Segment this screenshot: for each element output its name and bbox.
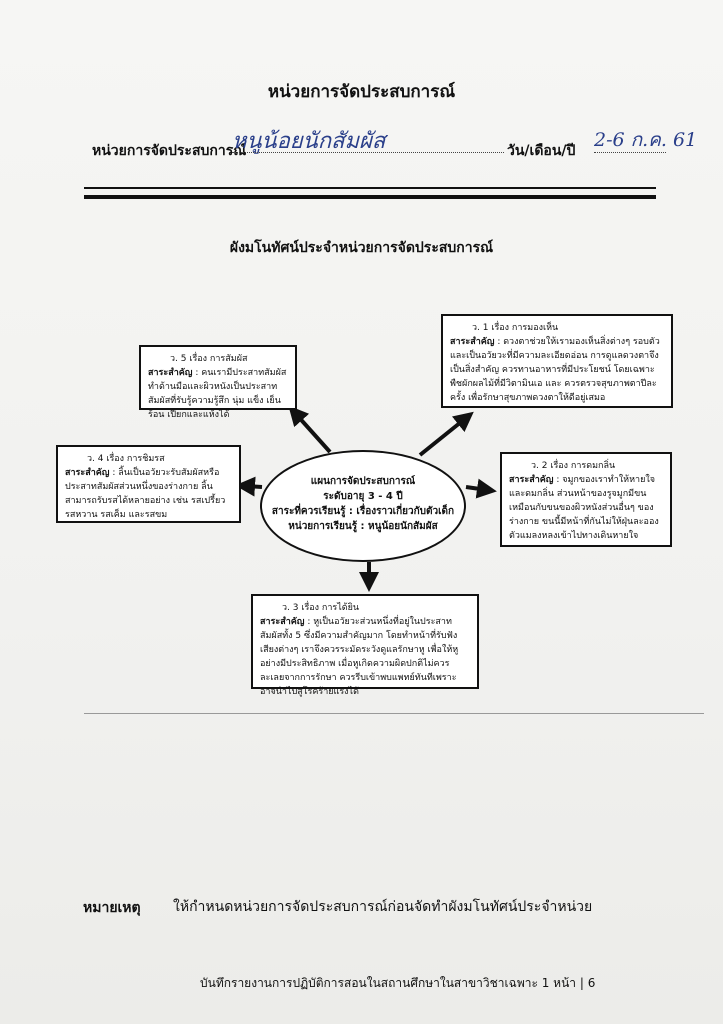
center-age-level: ระดับอายุ 3 - 4 ปี (323, 491, 403, 502)
topic-3-heading: ว. 3 เรื่อง การได้ยิน (282, 603, 360, 613)
topic-5-heading: ว. 5 เรื่อง การสัมผัส (170, 354, 248, 364)
topic-2-label: สาระสำคัญ (509, 475, 554, 485)
topic-4-label: สาระสำคัญ (65, 468, 110, 478)
topic-box-3 (251, 594, 479, 697)
note-text: ให้กำหนดหน่วยการจัดประสบการณ์ก่อนจัดทำผังมโนทัศน์ประจำหน่วย (173, 899, 593, 915)
arrow-to-topic-5 (295, 413, 330, 452)
topic-1-label: สาระสำคัญ (450, 337, 495, 347)
topic-4-text: : ลิ้นเป็นอวัยวะรับสัมผัสหรือประสาทสัมผัสส่วนหนึ่งของร่างกาย ลิ้นสามารถรับรสได้หลายอย่าง เช่น รสเปรี้ยว รสหวาน รสเค็ม และรสขม (65, 468, 226, 520)
unit-name-handwritten: หนูน้อยนักสัมผัส (232, 129, 386, 154)
topic-box-4 (56, 445, 241, 523)
concept-map-title: ผังมโนทัศน์ประจำหน่วยการจัดประสบการณ์ (229, 240, 494, 256)
arrow-to-topic-2 (466, 487, 487, 490)
section-divider (84, 713, 704, 714)
topic-4-heading: ว. 4 เรื่อง การชิมรส (87, 454, 165, 464)
arrow-to-topic-1 (420, 418, 466, 455)
topic-5-label: สาระสำคัญ (148, 368, 193, 378)
unit-label: หน่วยการจัดประสบการณ์ (92, 143, 247, 159)
center-plan-title: แผนการจัดประสบการณ์ (310, 476, 416, 487)
page-title: หน่วยการจัดประสบการณ์ (267, 82, 456, 102)
note-label: หมายเหตุ (83, 900, 141, 916)
topic-3-text: : หูเป็นอวัยวะส่วนหนึ่งที่อยู่ในประสาทสัมผัสทั้ง 5 ซึ่งมีความสำคัญมาก โดยทำหน้าที่รับฟังเสียงต่างๆ เราจึงควรระมัดระวังดูแลรักษาหู เพื่อให้หูอย่างมีประสิทธิภาพ เมื่อหูเกิดความผิดปกติไม่ควรละเลยจากการรักษา ควรรีบเข้าพบแพทย์ทันทีเพราะอาจนำไปสู่โรคร้ายแรงได้ (260, 617, 459, 697)
date-label: วัน/เดือน/ปี (507, 143, 576, 159)
date-value-handwritten: 2-6 ก.ค. 61 (594, 129, 698, 151)
arrow-to-topic-4 (245, 486, 262, 487)
topic-5-text: : คนเรามีประสาทสัมผัสทำด้านมือและผิวหนังเป็นประสาทสัมผัสที่รับรู้ความรู้สึก นุ่ม แข็ง เย็น ร้อน เปียกและแห้งได้ (148, 368, 287, 420)
topic-box-1 (441, 314, 673, 408)
center-node-oval (260, 450, 466, 562)
topic-box-2 (500, 452, 672, 547)
topic-2-text: : จมูกของเราทำให้หายใจและดมกลิ่น ส่วนหน้าของรูจมูกมีขนเหมือนกับขนของผิวหนังส่วนอื่นๆ ของร่างกาย ขนนี้มีหน้าที่กันไม่ให้ฝุ่นละออง ตัวแมลงหลงเข้าไปทางเดินหายใจ (509, 475, 659, 541)
topic-1-heading: ว. 1 เรื่อง การมองเห็น (472, 323, 559, 333)
topic-3-label: สาระสำคัญ (260, 617, 305, 627)
topic-1-text: : ดวงตาช่วยให้เรามองเห็นสิ่งต่างๆ รอบตัว และเป็นอวัยวะที่มีความละเอียดอ่อน การดูแลดวงตาจึงเป็นสิ่งสำคัญ ควรทานอาหารที่มีประโยชน์ โดยเฉพาะพืชผักผลไม้ที่มีวิตามินเอ และ ควรตรวจสุขภาพตาปีละครั้ง เพื่อรักษาสุขภาพดวงตาให้ดีอยู่เสมอ (450, 337, 660, 403)
topic-2-heading: ว. 2 เรื่อง การดมกลิ่น (531, 461, 616, 471)
topic-box-5 (139, 345, 297, 420)
center-learning-unit: หน่วยการเรียนรู้ : หนูน้อยนักสัมผัส (288, 521, 438, 532)
page-footer: บันทึกรายงานการปฏิบัติการสอนในสถานศึกษาในสาขาวิชาเฉพาะ 1 หน้า | 6 (200, 976, 596, 990)
center-learning-content: สาระที่ควรเรียนรู้ : เรื่องราวเกี่ยวกับตัวเด็ก (271, 506, 455, 517)
